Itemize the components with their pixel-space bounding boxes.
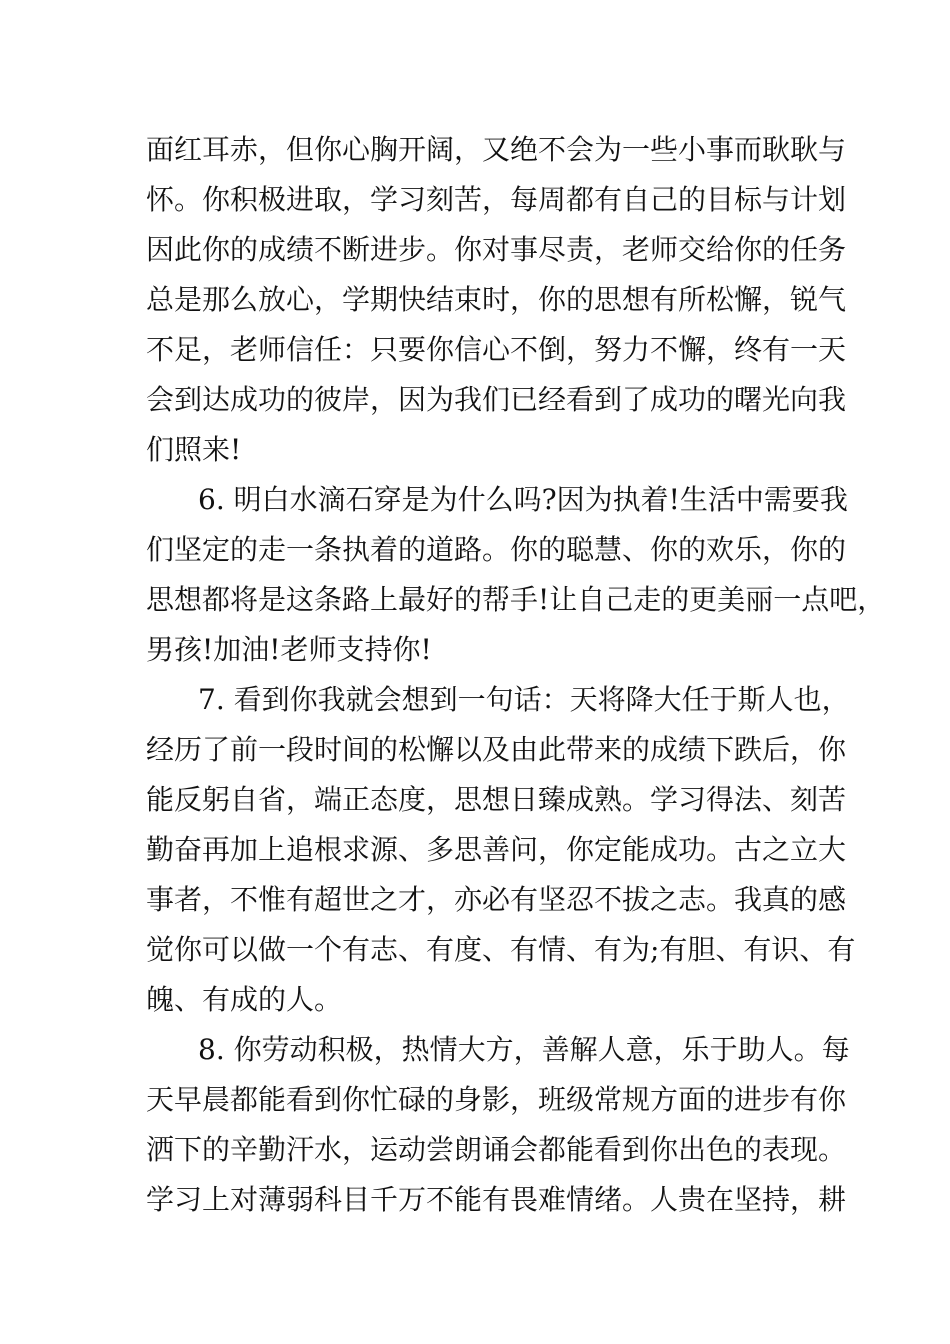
text-line: 天早晨都能看到你忙碌的身影，班级常规方面的进步有你 <box>146 1083 847 1116</box>
paragraph-7-start: 7. 看到你我就会想到一句话：天将降大任于斯人也， <box>198 683 850 716</box>
text-line: 面红耳赤，但你心胸开阔，又绝不会为一些小事而耿耿与 <box>146 133 847 166</box>
text-line: 们坚定的走一条执着的道路。你的聪慧、你的欢乐，你的 <box>146 533 847 566</box>
text-line: 总是那么放心，学期快结束时，你的思想有所松懈，锐气 <box>146 283 847 316</box>
text-line: 魄、有成的人。 <box>146 983 343 1016</box>
text-line: 学习上对薄弱科目千万不能有畏难情绪。人贵在坚持，耕 <box>146 1183 847 1216</box>
paragraph-8-start: 8. 你劳动积极，热情大方，善解人意，乐于助人。每 <box>198 1033 850 1066</box>
text-line: 思想都将是这条路上最好的帮手!让自己走的更美丽一点吧， <box>146 583 886 616</box>
text-line: 洒下的辛勤汗水，运动尝朗诵会都能看到你出色的表现。 <box>146 1133 847 1166</box>
text-line: 怀。你积极进取，学习刻苦，每周都有自己的目标与计划 <box>146 183 847 216</box>
text-line: 们照来! <box>146 433 242 466</box>
text-line: 勤奋再加上追根求源、多思善问，你定能成功。古之立大 <box>146 833 847 866</box>
text-line: 能反躬自省，端正态度，思想日臻成熟。学习得法、刻苦 <box>146 783 847 816</box>
text-line: 觉你可以做一个有志、有度、有情、有为;有胆、有识、有 <box>146 933 856 966</box>
text-line: 因此你的成绩不断进步。你对事尽责，老师交给你的任务 <box>146 233 847 266</box>
text-line: 男孩!加油!老师支持你! <box>146 633 432 666</box>
paragraph-6-start: 6. 明白水滴石穿是为什么吗?因为执着!生活中需要我 <box>198 483 848 516</box>
text-line: 不足，老师信任：只要你信心不倒，努力不懈，终有一天 <box>146 333 847 366</box>
text-line: 经历了前一段时间的松懈以及由此带来的成绩下跌后，你 <box>146 733 847 766</box>
text-line: 事者，不惟有超世之才，亦必有坚忍不拔之志。我真的感 <box>146 883 847 916</box>
text-line: 会到达成功的彼岸，因为我们已经看到了成功的曙光向我 <box>146 383 847 416</box>
